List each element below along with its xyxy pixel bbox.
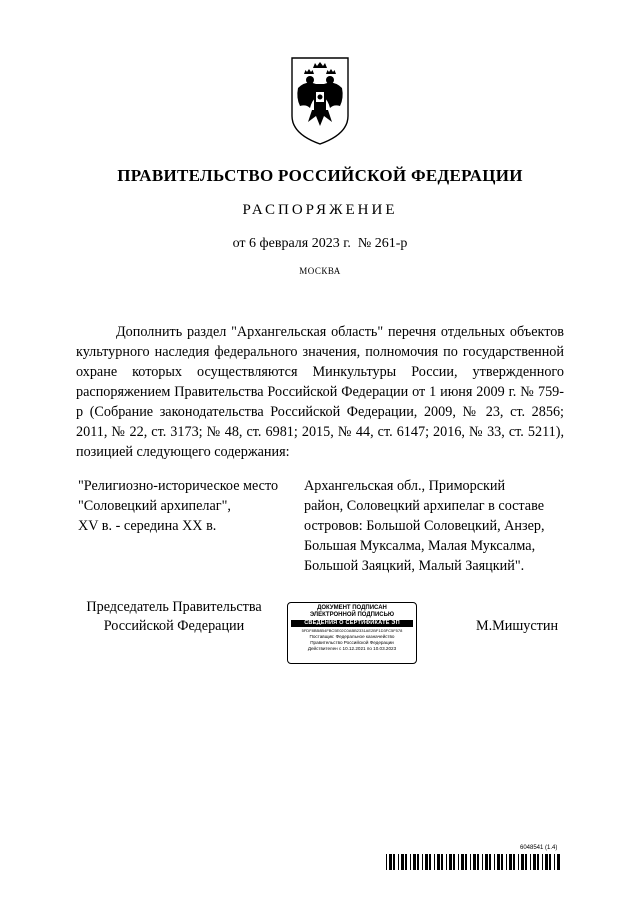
- object-address-line: Большая Муксалма, Малая Муксалма,: [304, 538, 536, 554]
- object-name-line: "Религиозно-историческое место: [78, 478, 279, 494]
- document-date-number: от 6 февраля 2023 г. № 261-р: [232, 236, 408, 251]
- chairman-name: М.Мишустин: [476, 618, 559, 634]
- document-city: МОСКВА: [299, 266, 341, 276]
- chairman-title-line: Председатель Правительства: [86, 599, 262, 615]
- object-address-line: островов: Большой Соловецкий, Анзер,: [304, 518, 545, 534]
- object-name-line: XV в. - середина XX в.: [78, 518, 217, 534]
- barcode-text: 6048541 (1.4): [520, 845, 558, 851]
- object-address-line: район, Соловецкий архипелаг в составе: [304, 498, 545, 514]
- chairman-title: [66, 598, 282, 636]
- document-type: РАСПОРЯЖЕНИЕ: [242, 202, 398, 218]
- object-address-line: Большой Заяцкий, Малый Заяцкий".: [304, 558, 525, 574]
- stamp-serial: 5FDF8BB8B4FBC5E02C0ABB2331AE2BF1D3FC5F578: [301, 628, 403, 633]
- government-title: ПРАВИТЕЛЬСТВО РОССИЙСКОЙ ФЕДЕРАЦИИ: [117, 166, 523, 185]
- stamp-validity: Действителен с 10.12.2021 по 10.03.2023: [307, 646, 397, 651]
- heritage-object-address: [304, 476, 574, 576]
- stamp-issuer: Поставщик: Федеральное казначейство: [309, 634, 395, 639]
- stamp-issuer: Правительство Российской Федерации: [310, 640, 394, 645]
- stamp-certificate-bar: СВЕДЕНИЯ О СЕРТИФИКАТЕ ЭП: [291, 620, 413, 627]
- electronic-signature-stamp: [287, 602, 417, 664]
- stamp-line: ЭЛЕКТРОННОЙ ПОДПИСЬЮ: [309, 612, 395, 618]
- heritage-object-name: [78, 476, 298, 536]
- coat-of-arms-emblem: [286, 54, 354, 146]
- body-paragraph: Дополнить раздел "Архангельская область" перечня отдельных объектов культурного наследия федерального значения, полномочия по государственной охране которых осуществляются Минкультуры России, утвержденного распоряжением Правительства Российской Федерации от 1 июня 2009 г. № 759-р (Собрание законодательства Российской Федерации, 2009, № 23, ст. 2856; 2011, № 22, ст. 3173; № 48, ст. 6981; 2015, № 44, ст. 6147; 2016, № 33, ст. 5211), позицией следующего содержания:: [76, 324, 564, 460]
- object-address-line: Архангельская обл., Приморский: [304, 478, 506, 494]
- barcode: [386, 854, 560, 870]
- chairman-title-line: Российской Федерации: [103, 618, 245, 634]
- stamp-line: ДОКУМЕНТ ПОДПИСАН: [317, 605, 387, 611]
- object-name-line: "Соловецкий архипелаг",: [78, 498, 231, 514]
